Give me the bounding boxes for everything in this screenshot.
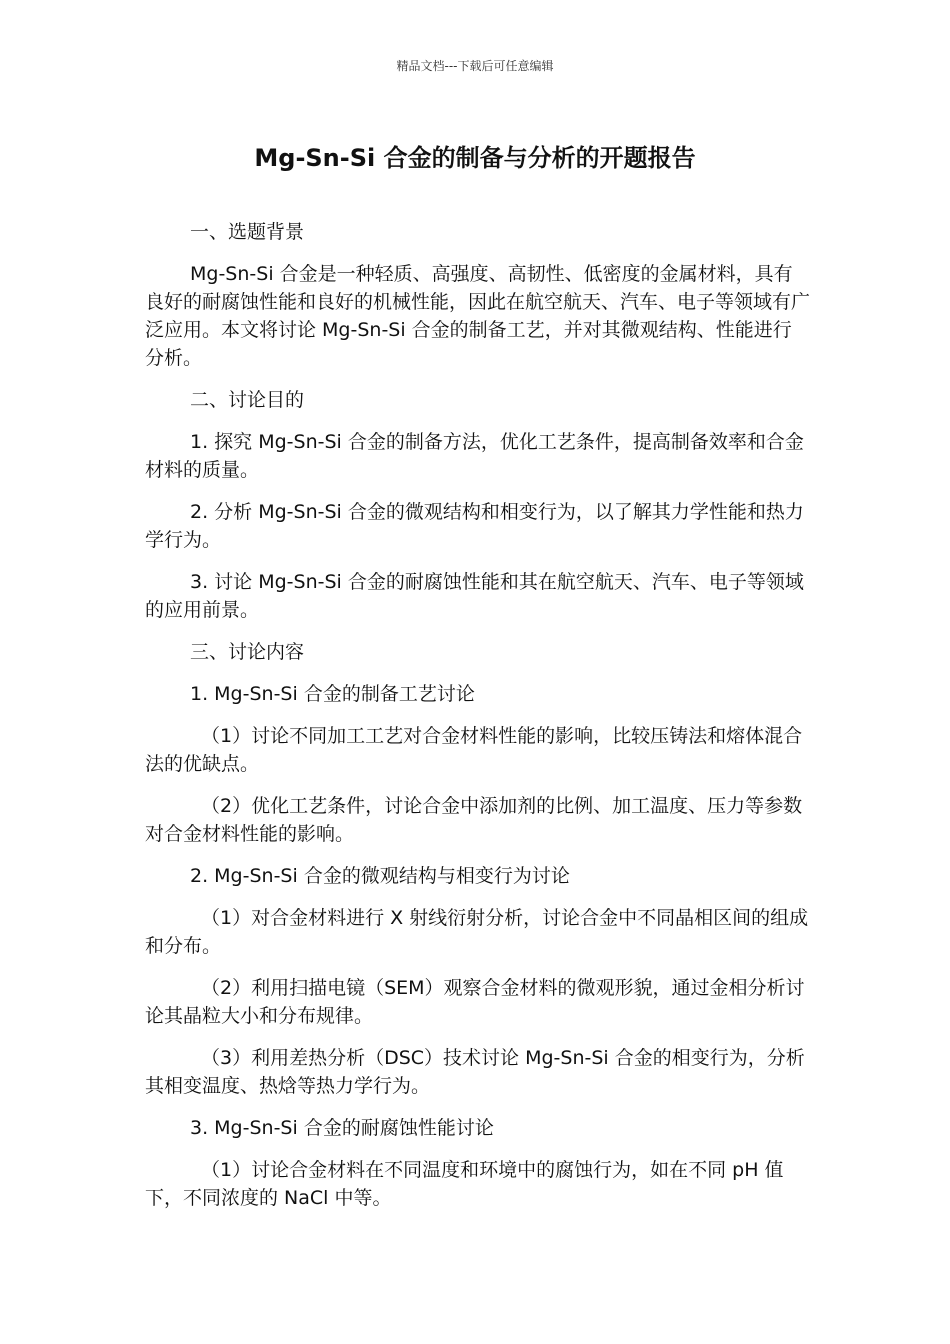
sub-list-item: （3）利用差热分析（DSC）技术讨论 Mg-Sn-Si 合金的相变行为，分析其相变温度、热焓等热力学行为。 bbox=[145, 1047, 805, 1097]
paragraph: Mg-Sn-Si 合金是一种轻质、高强度、高韧性、低密度的金属材料，具有良好的耐腐蚀性能和良好的机械性能，因此在航空航天、汽车、电子等领域有广泛应用。本文将讨论 Mg-Sn-Si 合金的制备工艺，并对其微观结构、性能进行分析。 bbox=[145, 263, 811, 369]
list-item: 1. Mg-Sn-Si 合金的制备工艺讨论 bbox=[190, 683, 475, 705]
sub-list-item: （1）讨论不同加工工艺对合金材料性能的影响，比较压铸法和熔体混合法的优缺点。 bbox=[145, 725, 803, 775]
section-heading: 一、选题背景 bbox=[190, 221, 305, 243]
list-item: 2. Mg-Sn-Si 合金的微观结构与相变行为讨论 bbox=[190, 865, 570, 887]
section-heading: 三、讨论内容 bbox=[190, 641, 305, 663]
sub-list-item: （1）讨论合金材料在不同温度和环境中的腐蚀行为，如在不同 pH 值下，不同浓度的 NaCl 中等。 bbox=[145, 1159, 784, 1209]
section-heading: 二、讨论目的 bbox=[190, 389, 305, 411]
sub-list-item: （2）优化工艺条件，讨论合金中添加剂的比例、加工温度、压力等参数对合金材料性能的影响。 bbox=[145, 795, 803, 845]
list-item: 3. 讨论 Mg-Sn-Si 合金的耐腐蚀性能和其在航空航天、汽车、电子等领域的应用前景。 bbox=[145, 571, 804, 621]
list-item: 2. 分析 Mg-Sn-Si 合金的微观结构和相变行为，以了解其力学性能和热力学行为。 bbox=[145, 501, 804, 551]
header-note: 精品文档---下载后可任意编辑 bbox=[396, 59, 554, 73]
list-item: 3. Mg-Sn-Si 合金的耐腐蚀性能讨论 bbox=[190, 1117, 494, 1139]
sub-list-item: （2）利用扫描电镜（SEM）观察合金材料的微观形貌，通过金相分析讨论其晶粒大小和分布规律。 bbox=[145, 977, 805, 1027]
list-item: 1. 探究 Mg-Sn-Si 合金的制备方法，优化工艺条件，提高制备效率和合金材料的质量。 bbox=[145, 431, 804, 481]
document-body bbox=[145, 218, 810, 1226]
sub-list-item: （1）对合金材料进行 X 射线衍射分析，讨论合金中不同晶相区间的组成和分布。 bbox=[145, 907, 809, 957]
document-title: Mg-Sn-Si 合金的制备与分析的开题报告 bbox=[254, 144, 696, 172]
